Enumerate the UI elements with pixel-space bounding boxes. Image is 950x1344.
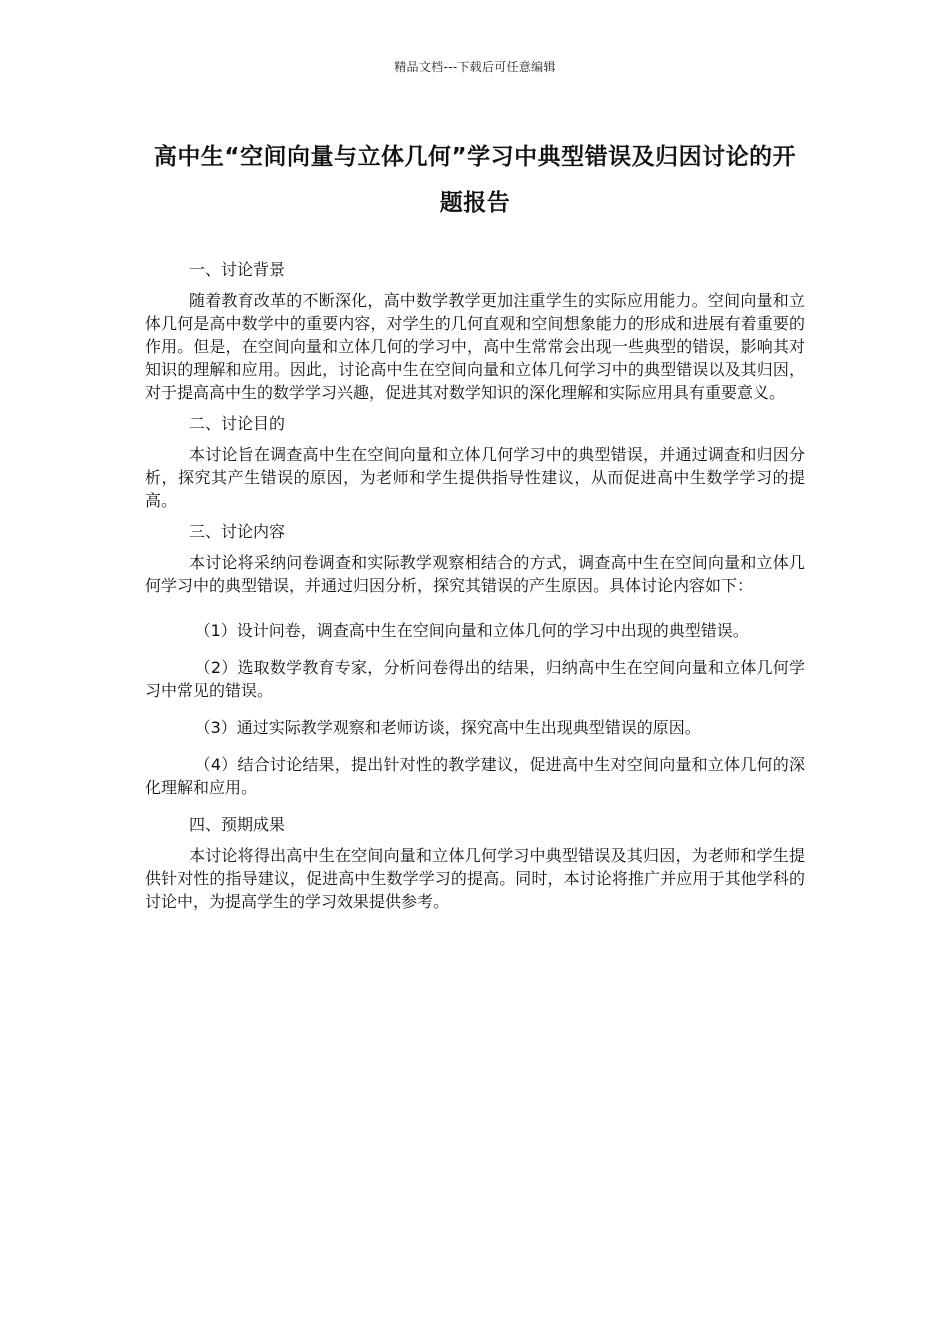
page-title: 高中生“空间向量与立体几何”学习中典型错误及归因讨论的开题报告 (153, 144, 797, 216)
section-paragraph: 本讨论将得出高中生在空间向量和立体几何学习中典型错误及其归因，为老师和学生提供针对性的指导建议，促进高中生数学学习的提高。同时，本讨论将推广并应用于其他学科的讨论中，为提高学生的学习效果提供参考。 (145, 846, 805, 911)
document-body (145, 258, 805, 921)
section-paragraph: 本讨论将采纳问卷调查和实际教学观察相结合的方式，调查高中生在空间向量和立体几何学习中的典型错误，并通过归因分析，探究其错误的产生原因。具体讨论内容如下： (145, 553, 805, 595)
list-item: （3）通过实际教学观察和老师访谈，探究高中生出现典型错误的原因。 (194, 718, 701, 737)
section-paragraph: 本讨论旨在调查高中生在空间向量和立体几何学习中的典型错误，并通过调查和归因分析，探究其产生错误的原因，为老师和学生提供指导性建议，从而促进高中生数学学习的提高。 (145, 445, 805, 510)
section-heading: 四、预期成果 (189, 815, 286, 834)
section-content (145, 520, 805, 799)
section-expected-results (145, 813, 805, 913)
section-purpose (145, 412, 805, 512)
section-heading: 三、讨论内容 (189, 522, 286, 541)
section-paragraph: 随着教育改革的不断深化，高中数学教学更加注重学生的实际应用能力。空间向量和立体几何是高中数学中的重要内容，对学生的几何直观和空间想象能力的形成和进展有着重要的作用。但是，在空间向量和立体几何的学习中，高中生常常会出现一些典型的错误，影响其对知识的理解和应用。因此，讨论高中生在空间向量和立体几何学习中的典型错误以及其归因，对于提高高中生的数学学习兴趣，促进其对数学知识的深化理解和实际应用具有重要意义。 (145, 291, 805, 402)
header-note: 精品文档---下载后可任意编辑 (394, 60, 556, 74)
list-item: （4）结合讨论结果，提出针对性的教学建议，促进高中生对空间向量和立体几何的深化理解和应用。 (145, 755, 805, 797)
section-heading: 一、讨论背景 (189, 260, 286, 279)
section-background (145, 258, 805, 404)
section-heading: 二、讨论目的 (189, 414, 286, 433)
list-item: （2）选取数学教育专家，分析问卷得出的结果，归纳高中生在空间向量和立体几何学习中常见的错误。 (145, 658, 805, 700)
list-item: （1）设计问卷，调查高中生在空间向量和立体几何的学习中出现的典型错误。 (194, 621, 749, 640)
